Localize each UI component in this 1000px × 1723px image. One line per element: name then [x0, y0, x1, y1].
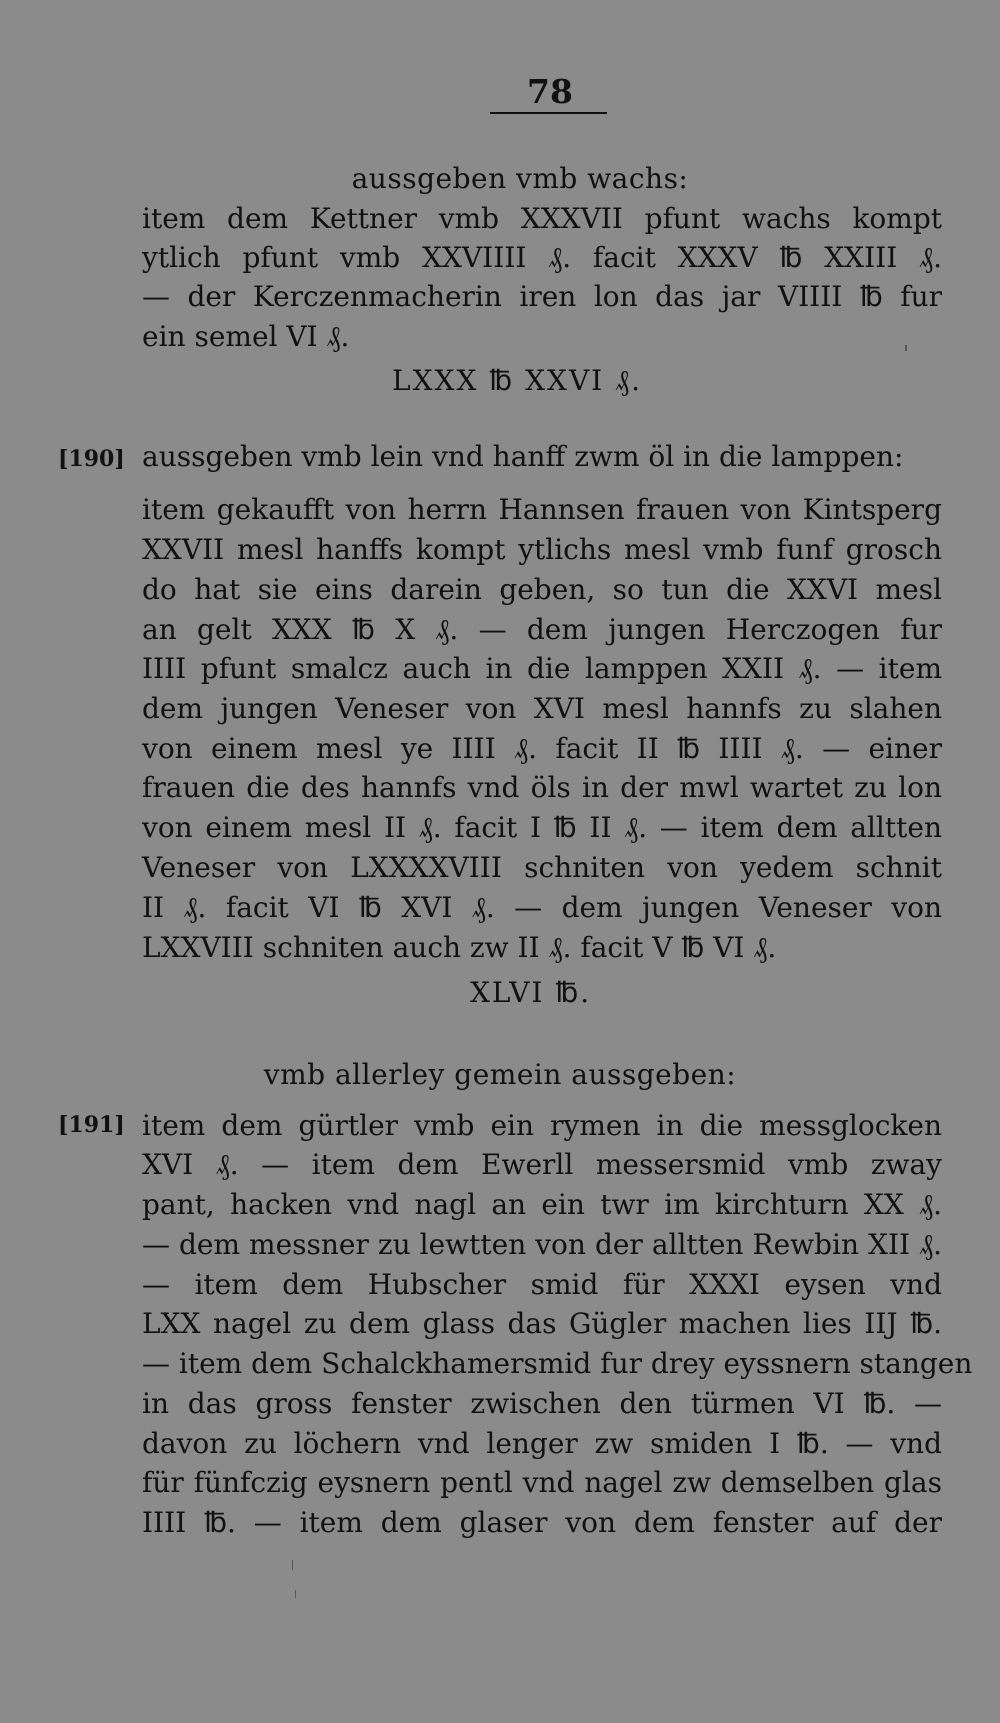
section-total: XLVI ℔.	[470, 976, 592, 1009]
text-line: item gekaufft von herrn Hannsen frauen von Kintsperg	[142, 493, 942, 526]
margin-number: [190]	[58, 446, 125, 472]
section-heading-gemein: vmb allerley gemein aussgeben:	[263, 1058, 737, 1091]
page-number-rule	[490, 112, 607, 114]
text-line: item dem Kettner vmb XXXVII pfunt wachs kompt	[142, 202, 942, 235]
text-line: XVI ₰. — item dem Ewerll messersmid vmb zway	[142, 1148, 942, 1181]
speck	[905, 345, 907, 351]
text-line: do hat sie eins darein geben, so tun die XXVI mesl	[142, 573, 942, 606]
text-line: von einem mesl II ₰. facit I ℔ II ₰. — item dem alltten	[142, 811, 942, 844]
text-line: XXVII mesl hanffs kompt ytlichs mesl vmb funf grosch	[142, 533, 942, 566]
text-line: in das gross fenster zwischen den türmen VI ℔. —	[142, 1387, 942, 1420]
text-line: — dem messner zu lewtten von der alltten Rewbin XII ₰.	[142, 1228, 942, 1261]
text-line: frauen die des hannfs vnd öls in der mwl wartet zu lon	[142, 771, 942, 804]
text-line: davon zu löchern vnd lenger zw smiden I ℔. — vnd	[142, 1427, 942, 1460]
text-line: ytlich pfunt vmb XXVIIII ₰. facit XXXV ℔ XXIII ₰.	[142, 241, 942, 274]
speck	[292, 1560, 293, 1570]
text-line: LXXVIII schniten auch zw II ₰. facit V ℔ VI ₰.	[142, 931, 777, 964]
section-heading-lein-hanff: aussgeben vmb lein vnd hanff zwm öl in die lamppen:	[142, 440, 904, 473]
text-line: für fünfczig eysnern pentl vnd nagel zw demselben glas	[142, 1466, 942, 1499]
page-number: 78	[527, 72, 573, 111]
text-line: von einem mesl ye IIII ₰. facit II ℔ IIII ₰. — einer	[142, 732, 942, 765]
text-line: IIII pfunt smalcz auch in die lamppen XXII ₰. — item	[142, 652, 942, 685]
text-line: Veneser von LXXXXVIII schniten von yedem schnit	[142, 851, 942, 884]
text-line: an gelt XXX ℔ X ₰. — dem jungen Herczogen fur	[142, 613, 942, 646]
text-line: pant, hacken vnd nagl an ein twr im kirchturn XX ₰.	[142, 1188, 942, 1221]
text-line: — item dem Schalckhamersmid fur drey eyssnern stangen	[142, 1347, 973, 1380]
text-line: dem jungen Veneser von XVI mesl hannfs zu slahen	[142, 692, 942, 725]
text-line: — item dem Hubscher smid für XXXI eysen vnd	[142, 1268, 942, 1301]
section-heading-wachs: aussgeben vmb wachs:	[351, 162, 689, 195]
text-line: ein semel VI ₰.	[142, 320, 350, 353]
margin-number: [191]	[58, 1112, 125, 1138]
text-line: item dem gürtler vmb ein rymen in die messglocken	[142, 1109, 942, 1142]
text-line: II ₰. facit VI ℔ XVI ₰. — dem jungen Veneser von	[142, 891, 942, 924]
text-line: LXX nagel zu dem glass das Gügler machen lies IIJ ℔.	[142, 1307, 942, 1340]
speck	[295, 1590, 296, 1598]
section-total: LXXX ℔ XXVI ₰.	[392, 364, 643, 397]
text-line: — der Kerczenmacherin iren lon das jar VIIII ℔ fur	[142, 280, 942, 313]
text-line: IIII ℔. — item dem glaser von dem fenster auf der	[142, 1506, 942, 1539]
